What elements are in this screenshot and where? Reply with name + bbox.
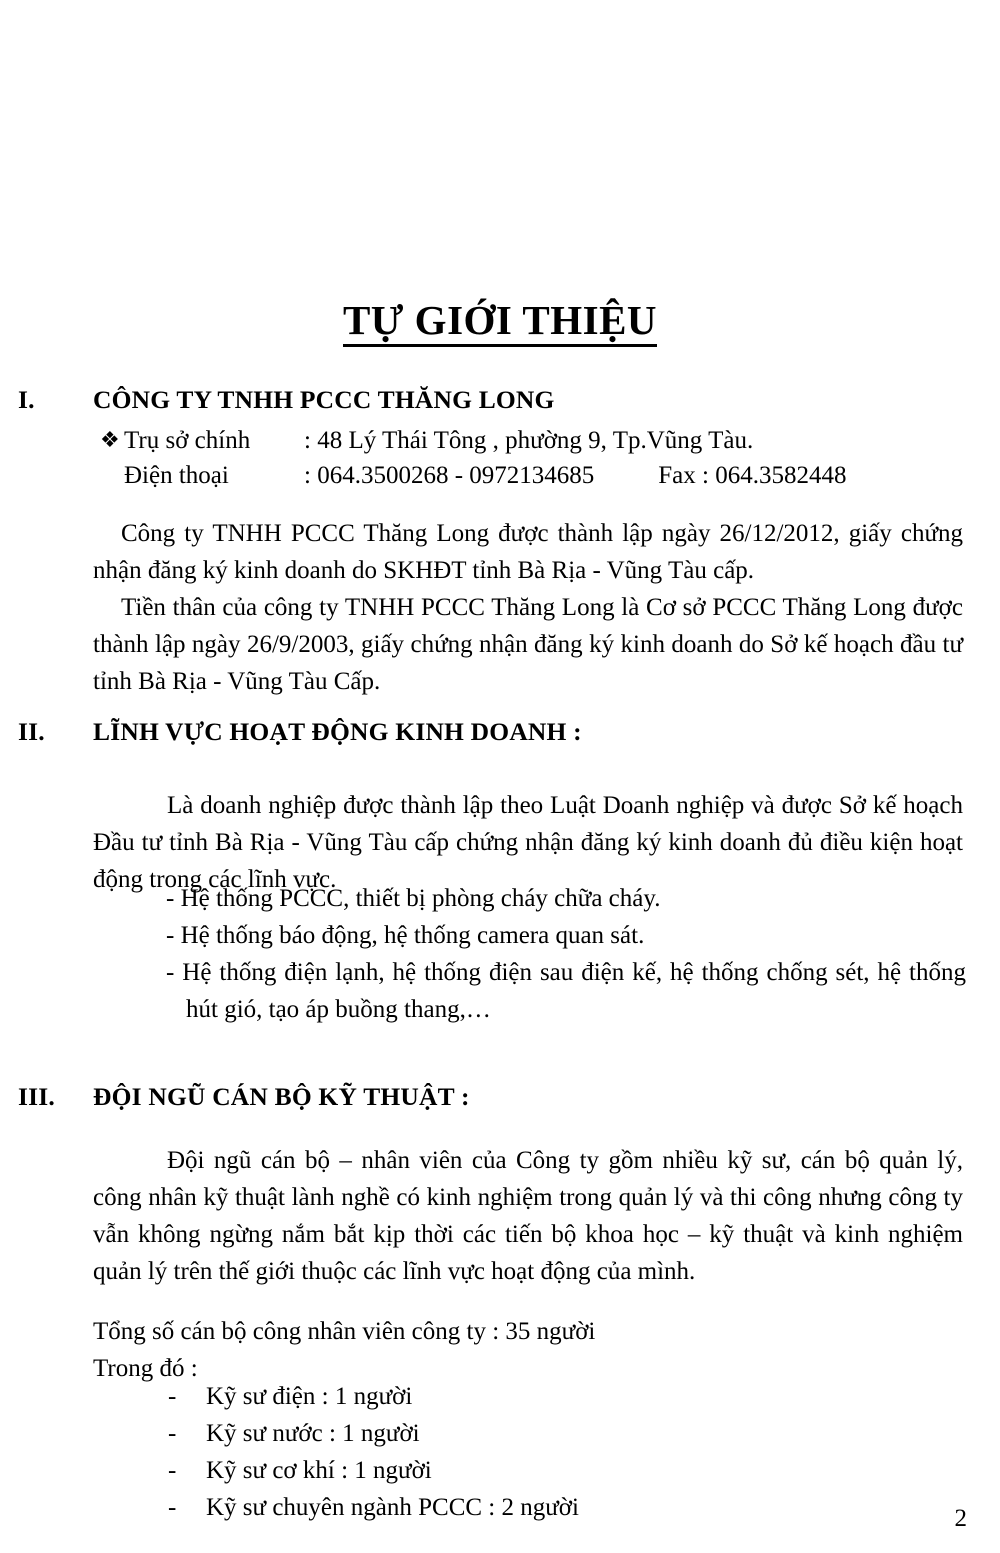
hyphen-mark-icon: -: [168, 1457, 177, 1484]
section-3-paragraph-1: [93, 1142, 963, 1290]
page-number: 2: [954, 1505, 967, 1532]
section-numeral-1: I.: [18, 385, 35, 414]
list-item: [168, 1415, 928, 1452]
fax-value: Fax : 064.3582448: [658, 462, 847, 489]
section-title-3: ĐỘI NGŨ CÁN BỘ KỸ THUẬT :: [93, 1082, 470, 1111]
section-title-2: LĨNH VỰC HOẠT ĐỘNG KINH DOANH :: [93, 717, 582, 746]
paragraph-text: Tiền thân của công ty TNHH PCCC Thăng Long là Cơ sở PCCC Thăng Long được thành lập ngày 26/9/2003, giấy chứng nhận đăng ký kinh doanh do Sở kế hoạch đầu tư tỉnh Bà Rịa - Vũng Tàu Cấp.: [93, 594, 963, 695]
paragraph-text: Công ty TNHH PCCC Thăng Long được thành lập ngày 26/12/2012, giấy chứng nhận đăng ký kinh doanh do SKHĐT tỉnh Bà Rịa - Vũng Tàu cấp.: [93, 520, 963, 584]
section-1-paragraph-2: [93, 589, 963, 700]
contact-address-row: [100, 422, 980, 459]
address-label: Trụ sở chính: [124, 427, 251, 454]
section-title-1: CÔNG TY TNHH PCCC THĂNG LONG: [93, 385, 555, 414]
list-item: - Hệ thống điện lạnh, hệ thống điện sau điện kế, hệ thống chống sét, hệ thống hút gió, tạo áp buồng thang,…: [166, 959, 966, 1023]
list-item-label: Kỹ sư điện : 1 người: [206, 1383, 413, 1410]
hyphen-mark-icon: -: [168, 1383, 177, 1410]
page-title: [0, 298, 1000, 343]
staff-breakdown-list: [168, 1378, 928, 1526]
list-item: - Hệ thống PCCC, thiết bị phòng cháy chữa cháy.: [166, 885, 661, 912]
section-heading-3: [18, 1082, 978, 1112]
paragraph-text: Là doanh nghiệp được thành lập theo Luật Doanh nghiệp và được Sở kế hoạch Đầu tư tỉnh Bà Rịa - Vũng Tàu cấp chứng nhận đăng ký kinh doanh đủ điều kiện hoạt động trong các lĩnh vực.: [93, 792, 963, 893]
list-item-label: Kỹ sư chuyên ngành PCCC : 2 người: [206, 1494, 579, 1521]
list-item: [168, 1452, 928, 1489]
business-fields-list: [166, 880, 966, 1028]
list-item: [168, 1378, 928, 1415]
list-item: [168, 1489, 928, 1526]
section-1-paragraph-1: [93, 515, 963, 589]
address-value: : 48 Lý Thái Tông , phường 9, Tp.Vũng Tàu.: [304, 427, 754, 454]
list-item-label: Kỹ sư cơ khí : 1 người: [206, 1457, 432, 1484]
diamond-bullet-icon: ❖: [100, 427, 120, 452]
total-staff-line: Tổng số cán bộ công nhân viên công ty : 35 người: [93, 1318, 596, 1345]
hyphen-mark-icon: -: [168, 1494, 177, 1521]
paragraph-text: Đội ngũ cán bộ – nhân viên của Công ty gồm nhiều kỹ sư, cán bộ quản lý, công nhân kỹ thuật lành nghề có kinh nghiệm trong quản lý và thi công nhưng công ty vẫn không ngừng nắm bắt kịp thời các tiến bộ khoa học – kỹ thuật và kinh nghiệm quản lý trên thế giới thuộc các lĩnh vực hoạt động của mình.: [93, 1147, 963, 1285]
phone-value: : 064.3500268 - 0972134685: [304, 462, 595, 489]
section-numeral-2: II.: [18, 717, 45, 746]
contact-phone-row: [100, 458, 980, 494]
phone-label: Điện thoại: [124, 462, 229, 489]
list-item-label: Kỹ sư nước : 1 người: [206, 1420, 420, 1447]
list-item: - Hệ thống báo động, hệ thống camera quan sát.: [166, 922, 645, 949]
section-heading-2: [18, 717, 978, 747]
section-numeral-3: III.: [18, 1082, 55, 1111]
among-which-line: Trong đó :: [93, 1355, 198, 1382]
section-heading-1: [18, 385, 978, 415]
page-title-text: TỰ GIỚI THIỆU: [343, 297, 657, 347]
hyphen-mark-icon: -: [168, 1420, 177, 1447]
